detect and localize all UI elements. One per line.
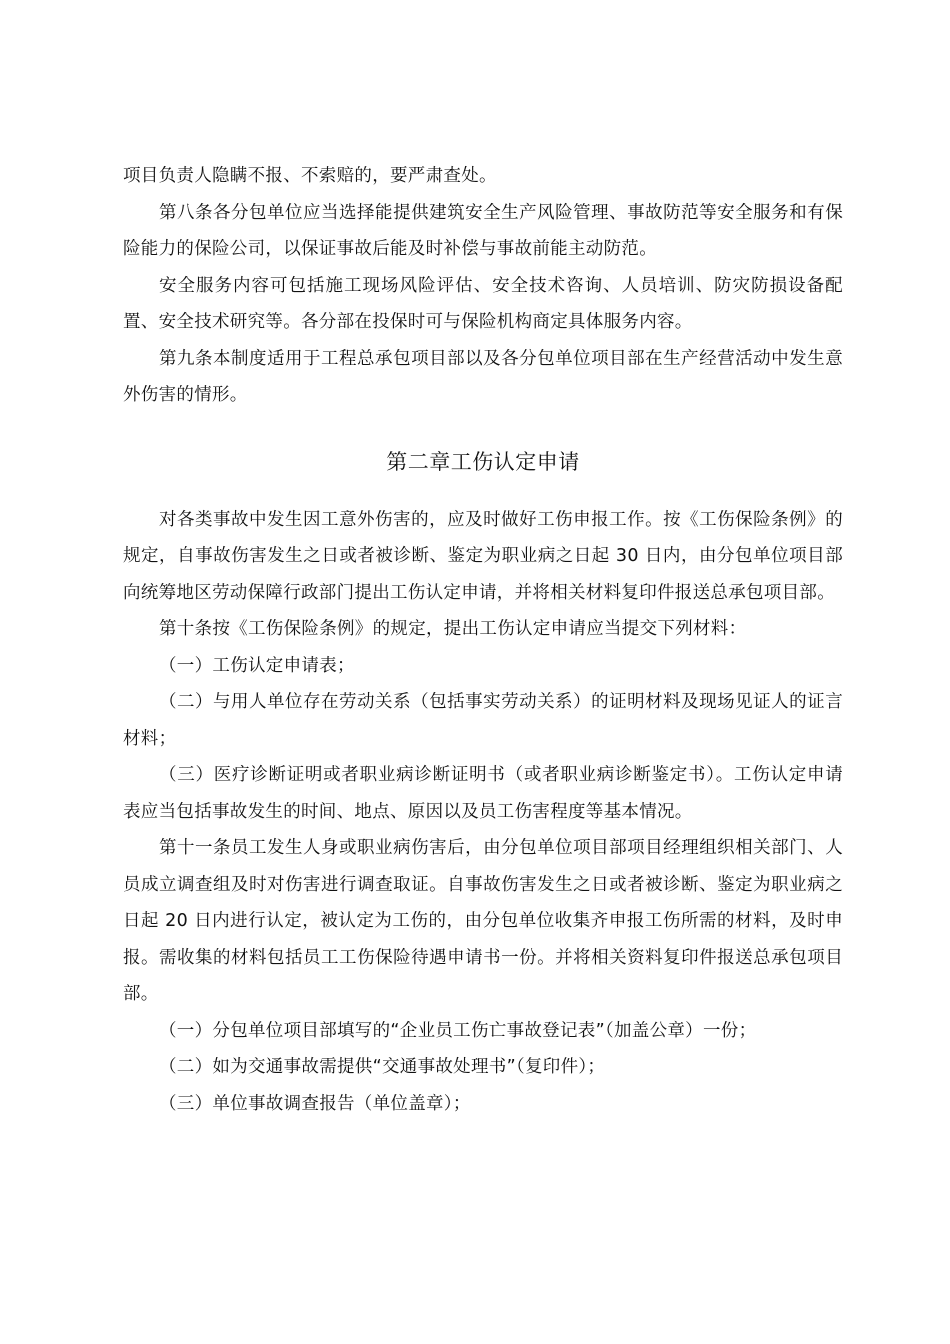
list-item-traffic-accident: （二）如为交通事故需提供“交通事故处理书”（复印件）； (159, 1057, 606, 1077)
list-item-investigation-report: （三）单位事故调查报告（单位盖章）； (159, 1093, 471, 1114)
list-item-application-form: （一）工伤认定申请表； (159, 655, 355, 676)
paragraph-injury-report: 对各类事故中发生因工意外伤害的，应及时做好工伤申报工作。按《工伤保险条例》的规定，自事故伤害发生之日或者被诊断、鉴定为职业病之日起 30 日内，由分包单位项目部向统筹地区劳动保障行政部门提出工伤认定申请，并将相关材料复印件报送总承包项目部。 (123, 509, 843, 603)
paragraph-article-9: 第九条本制度适用于工程总承包项目部以及各分包单位项目部在生产经营活动中发生意外伤害的情形。 (123, 348, 843, 405)
paragraph-continuation: 项目负责人隐瞒不报、不索赔的，要严肃查处。 (123, 166, 497, 186)
paragraph-safety-services: 安全服务内容可包括施工现场风险评估、安全技术咨询、人员培训、防灾防损设备配置、安全技术研究等。各分部在投保时可与保险机构商定具体服务内容。 (123, 275, 843, 332)
chapter-title: 第二章工伤认定申请 (386, 449, 580, 474)
paragraph-article-10: 第十条按《工伤保险条例》的规定，提出工伤认定申请应当提交下列材料： (159, 619, 747, 639)
document-body (123, 158, 843, 1122)
paragraph-article-11: 第十一条员工发生人身或职业病伤害后，由分包单位项目部项目经理组织相关部门、人员成立调查组及时对伤害进行调查取证。自事故伤害发生之日或者被诊断、鉴定为职业病之日起 20 日内进行认定，被认定为工伤的，由分包单位收集齐申报工伤所需的材料，及时申报。需收集的材料包括员工工伤保险待遇申请书一份。并将相关资料复印件报送总承包项目部。 (123, 838, 843, 1004)
list-item-medical-certificate: （三）医疗诊断证明或者职业病诊断证明书（或者职业病诊断鉴定书）。工伤认定申请表应当包括事故发生的时间、地点、原因以及员工伤害程度等基本情况。 (123, 765, 843, 822)
list-item-accident-register: （一）分包单位项目部填写的“企业员工伤亡事故登记表”（加盖公章）一份； (159, 1020, 757, 1041)
list-item-labor-relation-proof: （二）与用人单位存在劳动关系（包括事实劳动关系）的证明材料及现场见证人的证言材料； (123, 692, 843, 749)
paragraph-article-8: 第八条各分包单位应当选择能提供建筑安全生产风险管理、事故防范等安全服务和有保险能力的保险公司，以保证事故后能及时补偿与事故前能主动防范。 (123, 202, 843, 259)
